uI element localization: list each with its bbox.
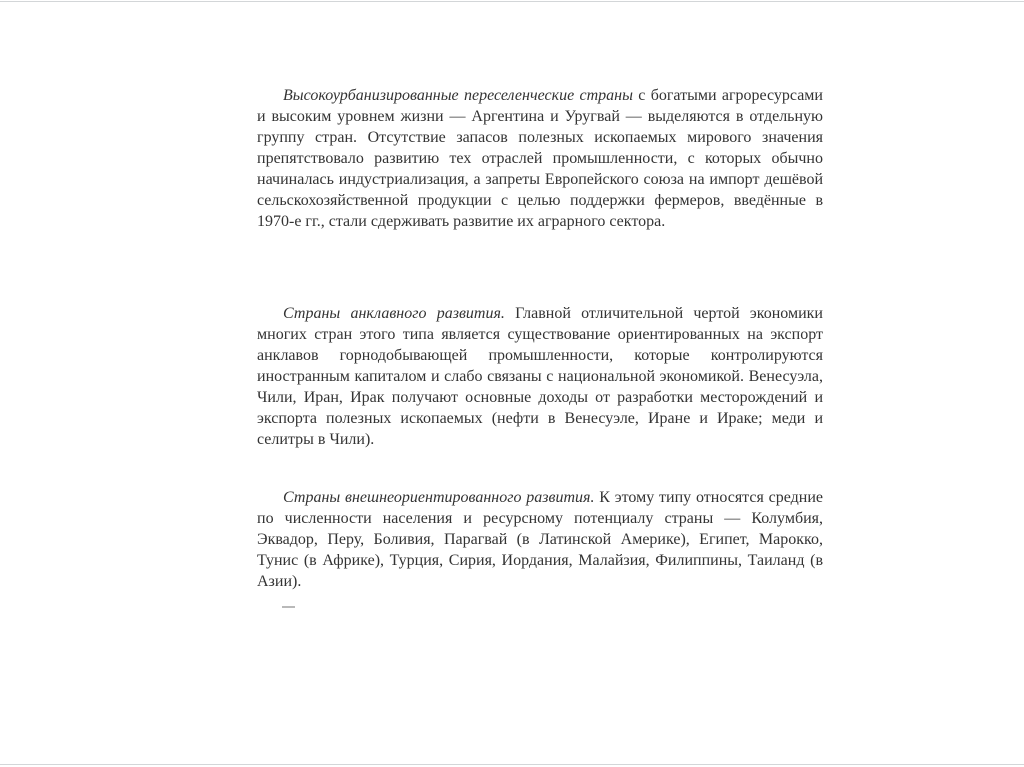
- paragraph-enclave-development-countries: [257, 303, 823, 450]
- paragraph-lead: Страны анклавного развития.: [283, 305, 505, 322]
- text-block: [257, 85, 823, 592]
- paragraph-body: Главной отличительной чертой экономики многих стран этого типа является существование ориентированных на экспорт анклавов горнодобывающей промышленности, которые контролируются иностранным капиталом и слабо связаны с национальной экономикой. Венесуэла, Чили, Иран, Ирак получают основные доходы от разработки месторождений и экспорта полезных ископаемых (нефти в Венесуэле, Иране и Ираке; меди и селитры в Чили).: [257, 305, 823, 448]
- paragraph-highly-urbanized-countries: [257, 85, 823, 232]
- paragraph-lead: Высокоурбанизированные переселенческие страны: [283, 87, 633, 104]
- paragraph-body: с богатыми агроресурсами и высоким уровнем жизни — Аргентина и Уругвай — выделяются в отдельную группу стран. Отсутствие запасов полезных ископаемых мирового значения препятствовало развитию тех отраслей промышленности, с которых обычно начиналась индустриализация, а запреты Европейского союза на импорт дешёвой сельскохозяйственной продукции с целью поддержки фермеров, введённые в 1970-е гг., стали сдерживать развитие их аграрного сектора.: [257, 87, 823, 230]
- paragraph-body: К этому типу относятся средние по численности населения и ресурсному потенциалу страны — Колумбия, Эквадор, Перу, Боливия, Парагвай (в Латинской Америке), Египет, Марокко, Тунис (в Африке), Турция, Сирия, Иордания, Малайзия, Филиппины, Таиланд (в Азии).: [257, 489, 823, 590]
- paragraph-outward-oriented-countries: [257, 487, 823, 592]
- stray-dash-mark: [282, 606, 295, 608]
- bottom-edge-line: [0, 764, 1024, 765]
- paragraph-lead: Страны внешнеориентированного развития.: [283, 489, 595, 506]
- top-edge-line: [0, 1, 1024, 2]
